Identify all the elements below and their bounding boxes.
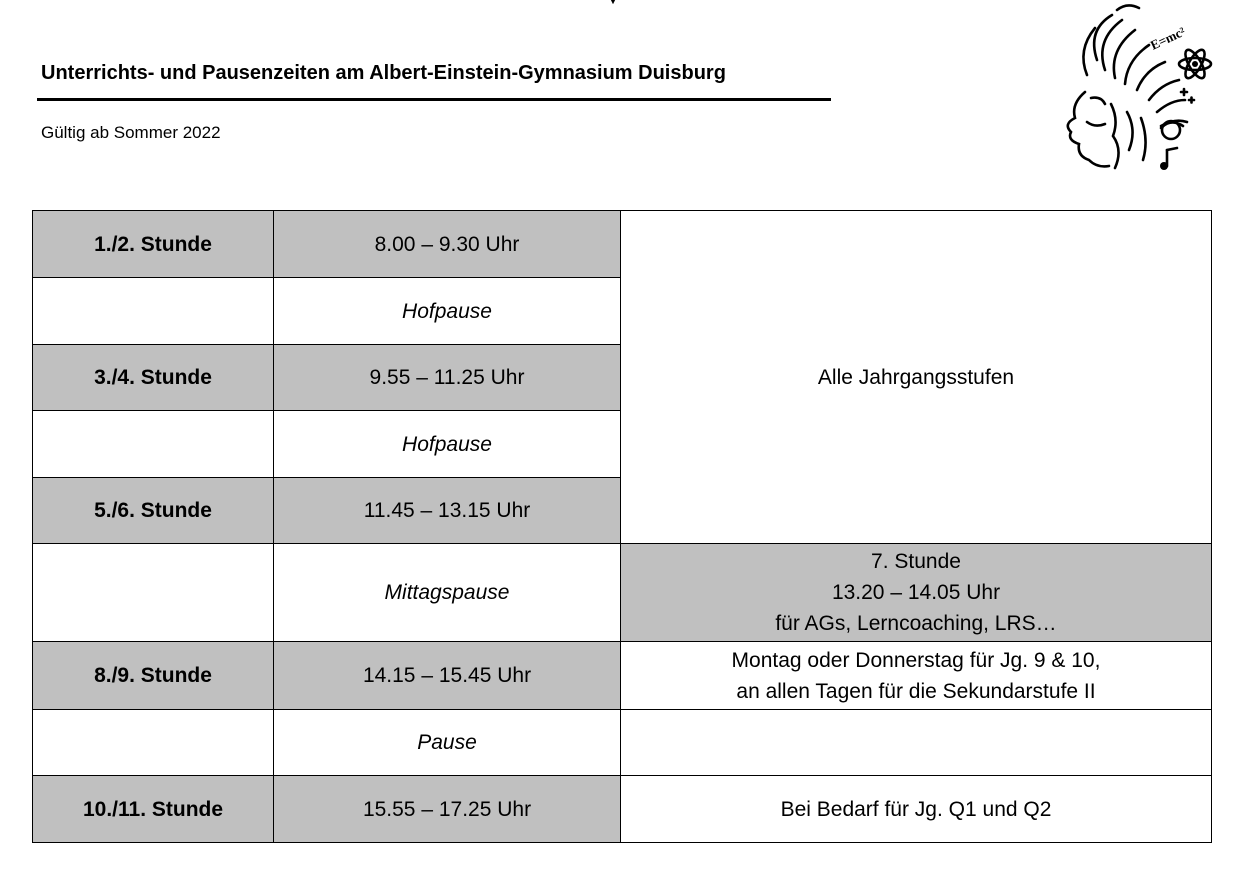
- break-name: Hofpause: [274, 278, 621, 345]
- note-seventh-period: [621, 544, 1212, 642]
- period-label: 1./2. Stunde: [33, 211, 274, 278]
- period-label-empty: [33, 710, 274, 776]
- period-time: 8.00 – 9.30 Uhr: [274, 211, 621, 278]
- note-seventh-title: 7. Stunde: [871, 550, 961, 573]
- note-all-grades: Alle Jahrgangsstufen: [621, 211, 1212, 544]
- note-eighth-ninth-line2: an allen Tagen für die Sekundarstufe II: [736, 679, 1096, 703]
- period-label-empty: [33, 411, 274, 478]
- period-label: 10./11. Stunde: [33, 776, 274, 843]
- top-fragment-mark: [606, 0, 620, 4]
- logo-formula: E=mc²: [1147, 23, 1188, 53]
- period-time: 14.15 – 15.45 Uhr: [274, 642, 621, 710]
- note-tenth-eleventh: Bei Bedarf für Jg. Q1 und Q2: [621, 776, 1212, 843]
- break-name: Pause: [274, 710, 621, 776]
- table-row: [33, 544, 1212, 642]
- page-title: Unterrichts- und Pausenzeiten am Albert-Einstein-Gymnasium Duisburg: [41, 62, 726, 84]
- table-row: [33, 211, 1212, 278]
- note-eighth-ninth-line1: Montag oder Donnerstag für Jg. 9 & 10,: [731, 648, 1101, 672]
- validity-subtitle: Gültig ab Sommer 2022: [41, 123, 221, 142]
- period-label-empty: [33, 278, 274, 345]
- break-name: Hofpause: [274, 411, 621, 478]
- period-time: 15.55 – 17.25 Uhr: [274, 776, 621, 843]
- period-label: 5./6. Stunde: [33, 478, 274, 544]
- einstein-logo-icon: [1057, 0, 1227, 178]
- note-eighth-ninth: [621, 642, 1212, 710]
- note-seventh-time: 13.20 – 14.05 Uhr: [831, 581, 1001, 604]
- note-seventh-purpose: für AGs, Lerncoaching, LRS…: [775, 612, 1057, 635]
- table-row: [33, 710, 1212, 776]
- period-label-empty: [33, 544, 274, 642]
- period-label: 3./4. Stunde: [33, 345, 274, 411]
- period-time: 11.45 – 13.15 Uhr: [274, 478, 621, 544]
- period-label: 8./9. Stunde: [33, 642, 274, 710]
- table-row: [33, 642, 1212, 710]
- period-time: 9.55 – 11.25 Uhr: [274, 345, 621, 411]
- title-underline: [37, 98, 831, 101]
- break-name: Mittagspause: [274, 544, 621, 642]
- note-empty: [621, 710, 1212, 776]
- table-row: [33, 776, 1212, 843]
- schedule-table: [32, 210, 1212, 843]
